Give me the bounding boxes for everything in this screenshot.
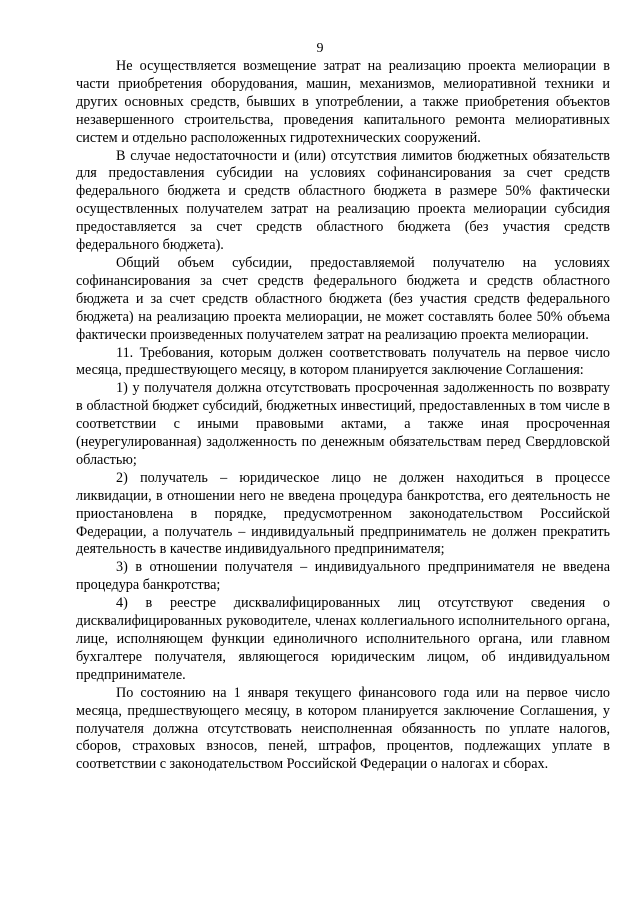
document-body [76, 58, 610, 774]
paragraph-requirement-4: 4) в реестре дисквалифицированных лиц отсутствуют сведения о дисквалифицированных руководителе, членах коллегиального исполнительного органа, лице, исполняющем функции единоличного исполнительного органа, или главном бухгалтере получателя, являющегося юридическим лицом, об индивидуальном предпринимателе. [76, 595, 610, 683]
paragraph-requirement-1: 1) у получателя должна отсутствовать просроченная задолженность по возврату в областной бюджет субсидий, бюджетных инвестиций, предоставленных в том числе в соответствии с иными правовыми актами, а также иная просроченная (неурегулированная) задолженность по денежным обязательствам перед Свердловской областью; [76, 380, 610, 468]
paragraph-requirement-2: 2) получатель – юридическое лицо не должен находиться в процессе ликвидации, в отношении него не введена процедура банкротства, его деятельность не приостановлена в порядке, предусмотренном законодательством Российской Федерации, а получатель – индивидуальный предприниматель не должен прекратить деятельность в качестве индивидуального предпринимателя; [76, 469, 610, 558]
paragraph-tax-obligations: По состоянию на 1 января текущего финансового года или на первое число месяца, предшествующего месяцу, в котором планируется заключение Соглашения, у получателя должна отсутствовать неисполненная обязанность по уплате налогов, сборов, страховых взносов, пеней, штрафов, процентов, подлежащих уплате в соответствии с законодательством Российской Федерации о налогах и сборах. [76, 684, 610, 773]
paragraph-total-subsidy-cap: Общий объем субсидии, предоставляемой получателю на условиях софинансирования за счет средств федерального бюджета и средств областного бюджета и за счет средств областного бюджета (без участия средств федерального бюджета) на реализацию проекта мелиорации, не может составлять более 50% объема фактически произведенных получателем затрат на реализацию проекта мелиорации. [76, 254, 610, 343]
paragraph-reimbursement-exclusions: Не осуществляется возмещение затрат на реализацию проекта мелиорации в части приобретения оборудования, машин, механизмов, мелиоративной техники и других основных средств, бывших в употреблении, а также приобретения объектов незавершенного строительства, проведения капитального ремонта мелиоративных систем и отдельно расположенных гидротехнических сооружений. [76, 58, 610, 146]
paragraph-requirement-3: 3) в отношении получателя – индивидуального предпринимателя не введена процедура банкротства; [76, 559, 610, 594]
page-number: 9 [316, 41, 324, 56]
paragraph-clause-11-requirements: 11. Требования, которым должен соответствовать получатель на первое число месяца, предшествующего месяцу, в котором планируется заключение Соглашения: [76, 344, 610, 379]
paragraph-insufficient-limits: В случае недостаточности и (или) отсутствия лимитов бюджетных обязательств для предоставления субсидии на условиях софинансирования за счет средств федерального бюджета и средств областного бюджета в размере 50% фактически осуществленных получателем затрат на реализацию проекта мелиорации субсидия предоставляется за счет средств областного бюджета (без участия средств федерального бюджета). [76, 147, 610, 254]
